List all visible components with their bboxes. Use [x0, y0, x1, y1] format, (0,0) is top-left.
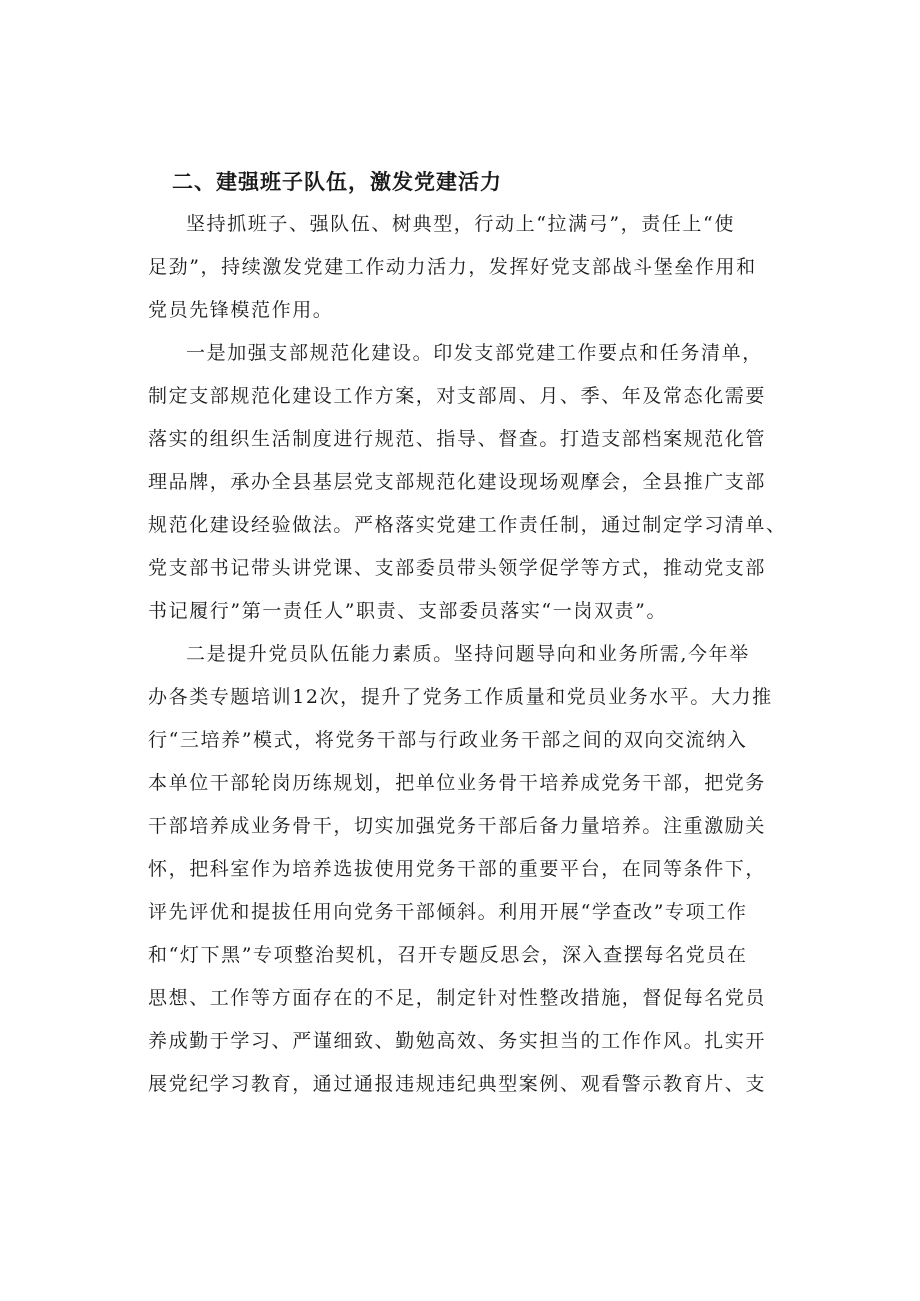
- text-line: 行“三培养”模式，将党务干部与行政业务干部之间的双向交流纳入: [148, 729, 748, 751]
- text-line: 评先评优和提拔任用向党务干部倾斜。利用开展“学查改”专项工作: [148, 901, 748, 923]
- document-body: [148, 162, 798, 1106]
- text-line: 理品牌，承办全县基层党支部规范化建设现场观摩会，全县推广支部: [148, 471, 767, 493]
- text-line: 展党纪学习教育，通过通报违规违纪典型案例、观看警示教育片、支: [148, 1073, 767, 1095]
- text-line: 本单位干部轮岗历练规划，把单位业务骨干培养成党务干部，把党务: [148, 772, 767, 794]
- paragraph-intro: [148, 203, 798, 332]
- text-line: 办各类专题培训12次，提升了党务工作质量和党员业务水平。大力推: [148, 686, 773, 708]
- text-line: 思想、工作等方面存在的不足，制定针对性整改措施，督促每名党员: [148, 987, 767, 1009]
- paragraph-branch-standardization: [148, 332, 798, 633]
- text-line: 一是加强支部规范化建设。印发支部党建工作要点和任务清单，: [186, 342, 763, 364]
- text-line: 和“灯下黑”专项整治契机，召开专题反思会，深入查摆每名党员在: [148, 944, 748, 966]
- text-line: 书记履行”第一责任人”职责、支部委员落实“一岗双责”。: [148, 600, 668, 622]
- text-line: 干部培养成业务骨干，切实加强党务干部后备力量培养。注重激励关: [148, 815, 767, 837]
- section-heading: 二、建强班子队伍，激发党建活力: [172, 170, 502, 194]
- text-line: 足劲”，持续激发党建工作动力活力，发挥好党支部战斗堡垒作用和: [148, 256, 757, 278]
- text-line: 怀，把科室作为培养选拔使用党务干部的重要平台，在同等条件下，: [148, 858, 767, 880]
- text-line: 落实的组织生活制度进行规范、指导、督查。打造支部档案规范化管: [148, 428, 767, 450]
- text-line: 党员先锋模范作用。: [148, 299, 334, 321]
- text-line: 党支部书记带头讲党课、支部委员带头领学促学等方式，推动党支部: [148, 557, 767, 579]
- text-line: 二是提升党员队伍能力素质。坚持问题导向和业务所需,今年举: [186, 643, 750, 665]
- text-line: 坚持抓班子、强队伍、树典型，行动上“拉满弓”，责任上“使: [186, 213, 735, 235]
- text-line: 养成勤于学习、严谨细致、勤勉高效、务实担当的工作作风。扎实开: [148, 1030, 767, 1052]
- text-line: 制定支部规范化建设工作方案，对支部周、月、季、年及常态化需要: [148, 385, 767, 407]
- text-line: 规范化建设经验做法。严格落实党建工作责任制，通过制定学习清单、: [148, 514, 787, 536]
- paragraph-member-quality: [148, 633, 798, 1106]
